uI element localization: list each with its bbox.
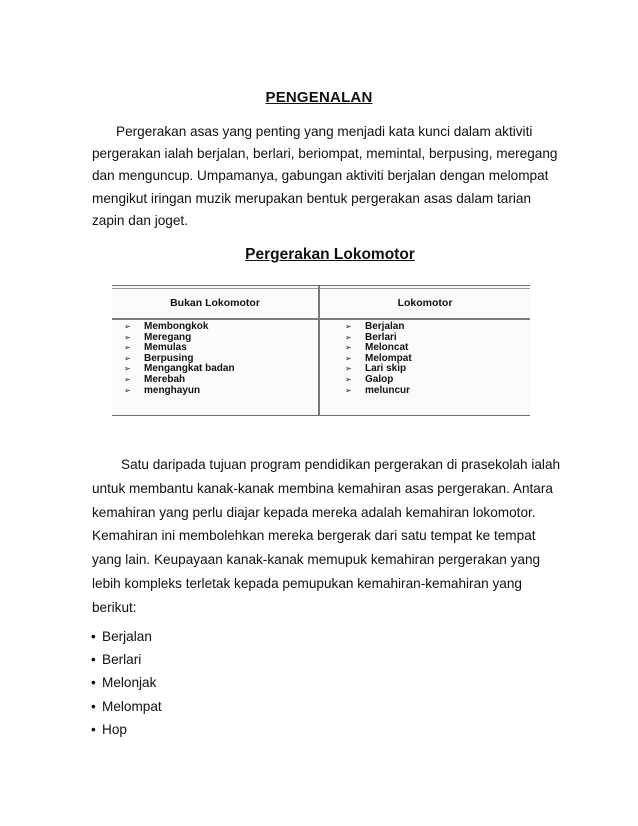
list-item-label: Berlari bbox=[102, 652, 142, 668]
table-top-rule bbox=[112, 288, 530, 289]
list-item bbox=[91, 695, 162, 718]
arrow-bullet-icon: ➢ bbox=[345, 332, 352, 342]
table-header-rule bbox=[112, 318, 530, 320]
list-item bbox=[124, 322, 235, 333]
list-item-label: Mengangkat badan bbox=[144, 363, 235, 375]
lokomotor-list bbox=[345, 322, 412, 396]
list-item-label: meluncur bbox=[365, 384, 411, 396]
bullet-icon: • bbox=[91, 698, 96, 714]
section-title: Pergerakan Lokomotor bbox=[245, 246, 415, 263]
list-item bbox=[345, 375, 412, 386]
locomotor-table bbox=[112, 285, 530, 416]
list-item bbox=[91, 625, 162, 648]
list-item-label: Melompat bbox=[102, 698, 162, 714]
list-item-label: menghayun bbox=[144, 384, 201, 396]
list-item-label: Hop bbox=[102, 721, 127, 737]
list-item-label: Berpusing bbox=[144, 352, 194, 364]
bullet-icon: • bbox=[91, 675, 96, 691]
list-item bbox=[124, 375, 235, 386]
list-item-label: Melompat bbox=[365, 352, 412, 364]
bullet-icon: • bbox=[91, 652, 96, 668]
list-item bbox=[91, 671, 162, 694]
arrow-bullet-icon: ➢ bbox=[345, 343, 352, 353]
list-item-label: Galop bbox=[365, 373, 394, 385]
arrow-bullet-icon: ➢ bbox=[345, 374, 352, 384]
list-item-label: Berjalan bbox=[102, 629, 152, 644]
arrow-bullet-icon: ➢ bbox=[124, 332, 131, 342]
list-item-label: Merebah bbox=[144, 373, 186, 385]
list-item-label: Meregang bbox=[144, 331, 192, 343]
list-item bbox=[345, 322, 412, 333]
arrow-bullet-icon: ➢ bbox=[124, 322, 131, 331]
list-item-label: Membongkok bbox=[144, 321, 209, 332]
page-title: PENGENALAN bbox=[265, 89, 373, 106]
skills-bullet-list bbox=[91, 625, 162, 741]
list-item-label: Melonjak bbox=[102, 675, 157, 691]
bullet-icon: • bbox=[91, 629, 96, 644]
arrow-bullet-icon: ➢ bbox=[124, 385, 131, 395]
list-item-label: Lari skip bbox=[365, 363, 407, 375]
list-item bbox=[124, 386, 235, 397]
table-header-lokomotor: Lokomotor bbox=[397, 297, 453, 309]
list-item bbox=[91, 648, 162, 671]
list-item-label: Meloncat bbox=[365, 342, 409, 354]
list-item bbox=[345, 386, 412, 397]
arrow-bullet-icon: ➢ bbox=[124, 343, 131, 353]
arrow-bullet-icon: ➢ bbox=[124, 364, 131, 374]
arrow-bullet-icon: ➢ bbox=[345, 353, 352, 363]
arrow-bullet-icon: ➢ bbox=[345, 385, 352, 395]
list-item-label: Berlari bbox=[365, 331, 397, 343]
arrow-bullet-icon: ➢ bbox=[124, 353, 131, 363]
body-paragraph: Satu daripada tujuan program pendidikan pergerakan di prasekolah ialah untuk membantu kanak-kanak membina kemahiran asas pergerakan. Antara kemahiran yang perlu diajar kepada mereka adalah kemahiran lokomotor. Kemahiran ini membolehkan mereka bergerak dari satu tempat ke tempat yang lain. Keupayaan kanak-kanak memupuk kemahiran pergerakan yang lebih kompleks terletak kepada pemupukan kemahiran-kemahiran yang berikut: bbox=[92, 457, 561, 615]
arrow-bullet-icon: ➢ bbox=[345, 322, 352, 331]
table-header-bukan-lokomotor: Bukan Lokomotor bbox=[170, 297, 260, 309]
list-item bbox=[91, 718, 162, 741]
arrow-bullet-icon: ➢ bbox=[345, 364, 352, 374]
list-item-label: Memulas bbox=[144, 342, 187, 354]
intro-paragraph: Pergerakan asas yang penting yang menjadi kata kunci dalam aktiviti pergerakan ialah berjalan, berlari, beriompat, memintal, berpusing, meregang dan menguncup. Umpamanya, gabungan aktiviti berjalan dengan melompat mengikut iringan muzik merupakan bentuk pergerakan asas dalam tarian zapin dan joget. bbox=[92, 124, 558, 228]
bukan-lokomotor-list bbox=[124, 322, 235, 396]
list-item-label: Berjalan bbox=[365, 321, 405, 332]
arrow-bullet-icon: ➢ bbox=[124, 374, 131, 384]
bullet-icon: • bbox=[91, 721, 96, 737]
